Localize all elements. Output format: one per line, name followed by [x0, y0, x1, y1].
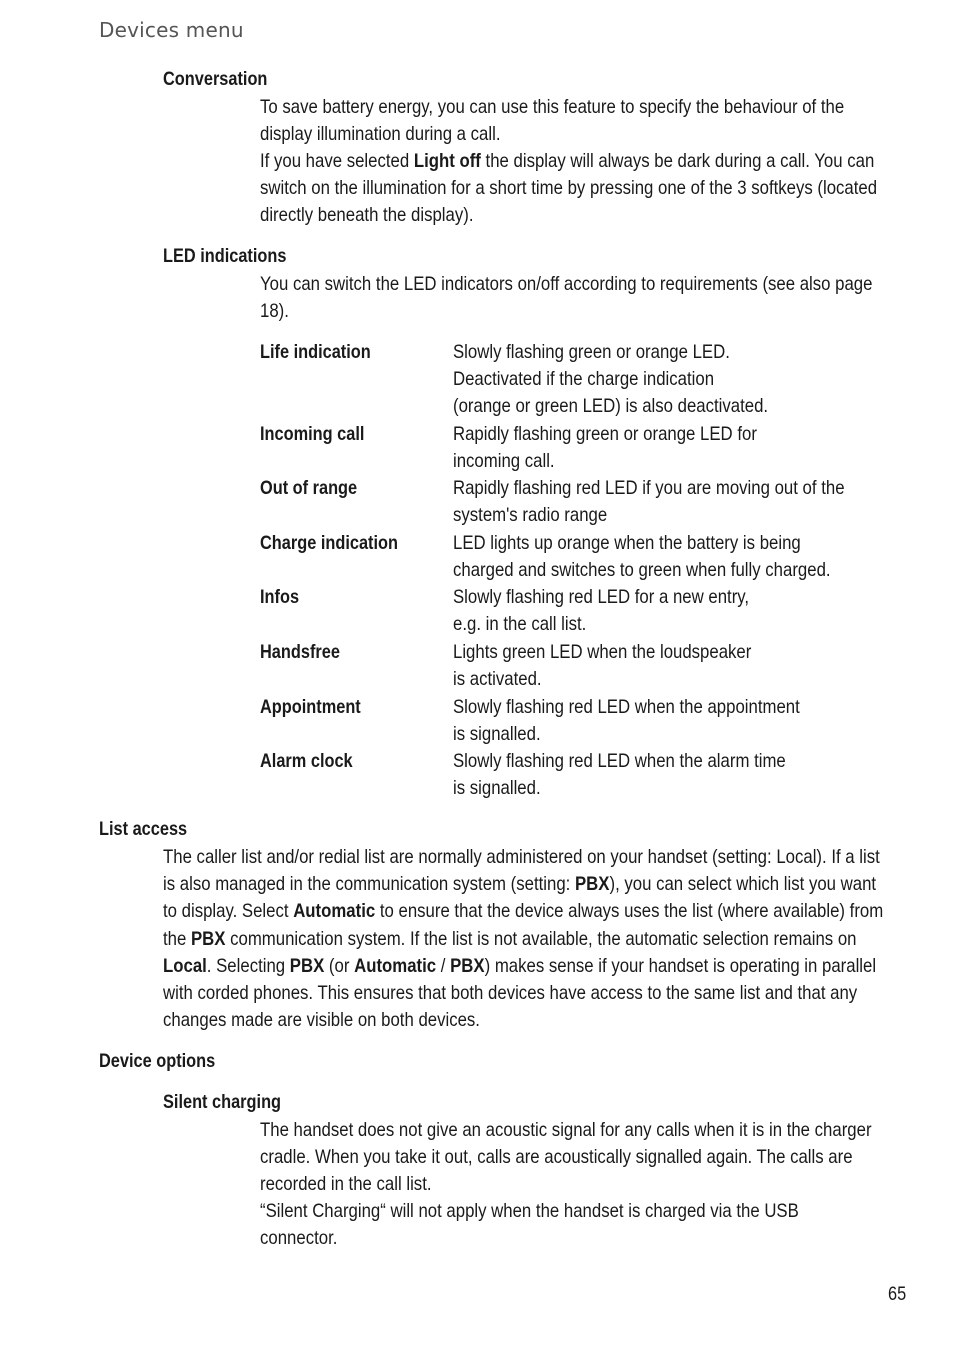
section-heading-led-indications: LED indications: [163, 246, 287, 267]
led-row-label: Life indication: [260, 342, 371, 363]
silent-charging-paragraph-1: The handset does not give an acoustic signal for any calls when it is in the charger cradle. When you take it out, calls are acoustically signalled again. The calls are recorded in the call list.: [260, 1119, 872, 1196]
silent-charging-paragraph-2: “Silent Charging“ will not apply when the handset is charged via the USB connector.: [260, 1200, 799, 1250]
conversation-paragraph-1: To save battery energy, you can use this feature to specify the behaviour of the display illumination during a call.: [260, 96, 845, 146]
light-off-term: Light off: [413, 150, 481, 172]
list-access-paragraph: The caller list and/or redial list are normally administered on your handset (setting: Local). If a list is also managed in the communication system (setting: PBX), you can select which list you want to display. Select Automatic to ensure that the device always uses the list (where available) from the PBX communication system. If the list is not available, the automatic selection remains on Local. Selecting PBX (or Automatic / PBX) makes sense if your handset is operating in parallel with corded phones. This ensures that both devices have access to the same list and that any changes made are visible on both devices.: [163, 846, 884, 1032]
page-number: 65: [888, 1284, 907, 1305]
conversation-paragraph-2: If you have selected Light off the display will always be dark during a call. You can switch on the illumination for a short time by pressing one of the 3 softkeys (located directly beneath the display).: [260, 150, 878, 227]
led-row-label: Handsfree: [260, 642, 340, 663]
section-heading-device-options: Device options: [99, 1051, 216, 1072]
led-row-desc: Slowly flashing green or orange LED. Deactivated if the charge indication (orange or green LED) is also deactivated.: [453, 341, 769, 418]
section-heading-list-access: List access: [99, 819, 188, 840]
led-row-label: Infos: [260, 587, 300, 608]
led-row-desc: Rapidly flashing green or orange LED for incoming call.: [453, 423, 757, 473]
led-row-label: Appointment: [260, 697, 361, 718]
led-row-desc: Slowly flashing red LED for a new entry, e.g. in the call list.: [453, 586, 750, 636]
led-row-desc: Slowly flashing red LED when the appointment is signalled.: [453, 696, 800, 746]
page-header: Devices menu: [99, 18, 244, 42]
led-row-desc: Slowly flashing red LED when the alarm time is signalled.: [453, 750, 786, 800]
led-row-label: Incoming call: [260, 424, 365, 445]
section-heading-silent-charging: Silent charging: [163, 1092, 282, 1113]
led-row-label: Alarm clock: [260, 751, 353, 772]
led-row-label: Out of range: [260, 478, 358, 499]
section-heading-conversation: Conversation: [163, 69, 268, 90]
led-intro: You can switch the LED indicators on/off according to requirements (see also page 18).: [260, 273, 873, 323]
led-row-label: Charge indication: [260, 533, 399, 554]
led-row-desc: LED lights up orange when the battery is being charged and switches to green when fully charged.: [453, 532, 831, 582]
led-row-desc: Rapidly flashing red LED if you are moving out of the system's radio range: [453, 477, 845, 527]
led-row-desc: Lights green LED when the loudspeaker is activated.: [453, 641, 752, 691]
